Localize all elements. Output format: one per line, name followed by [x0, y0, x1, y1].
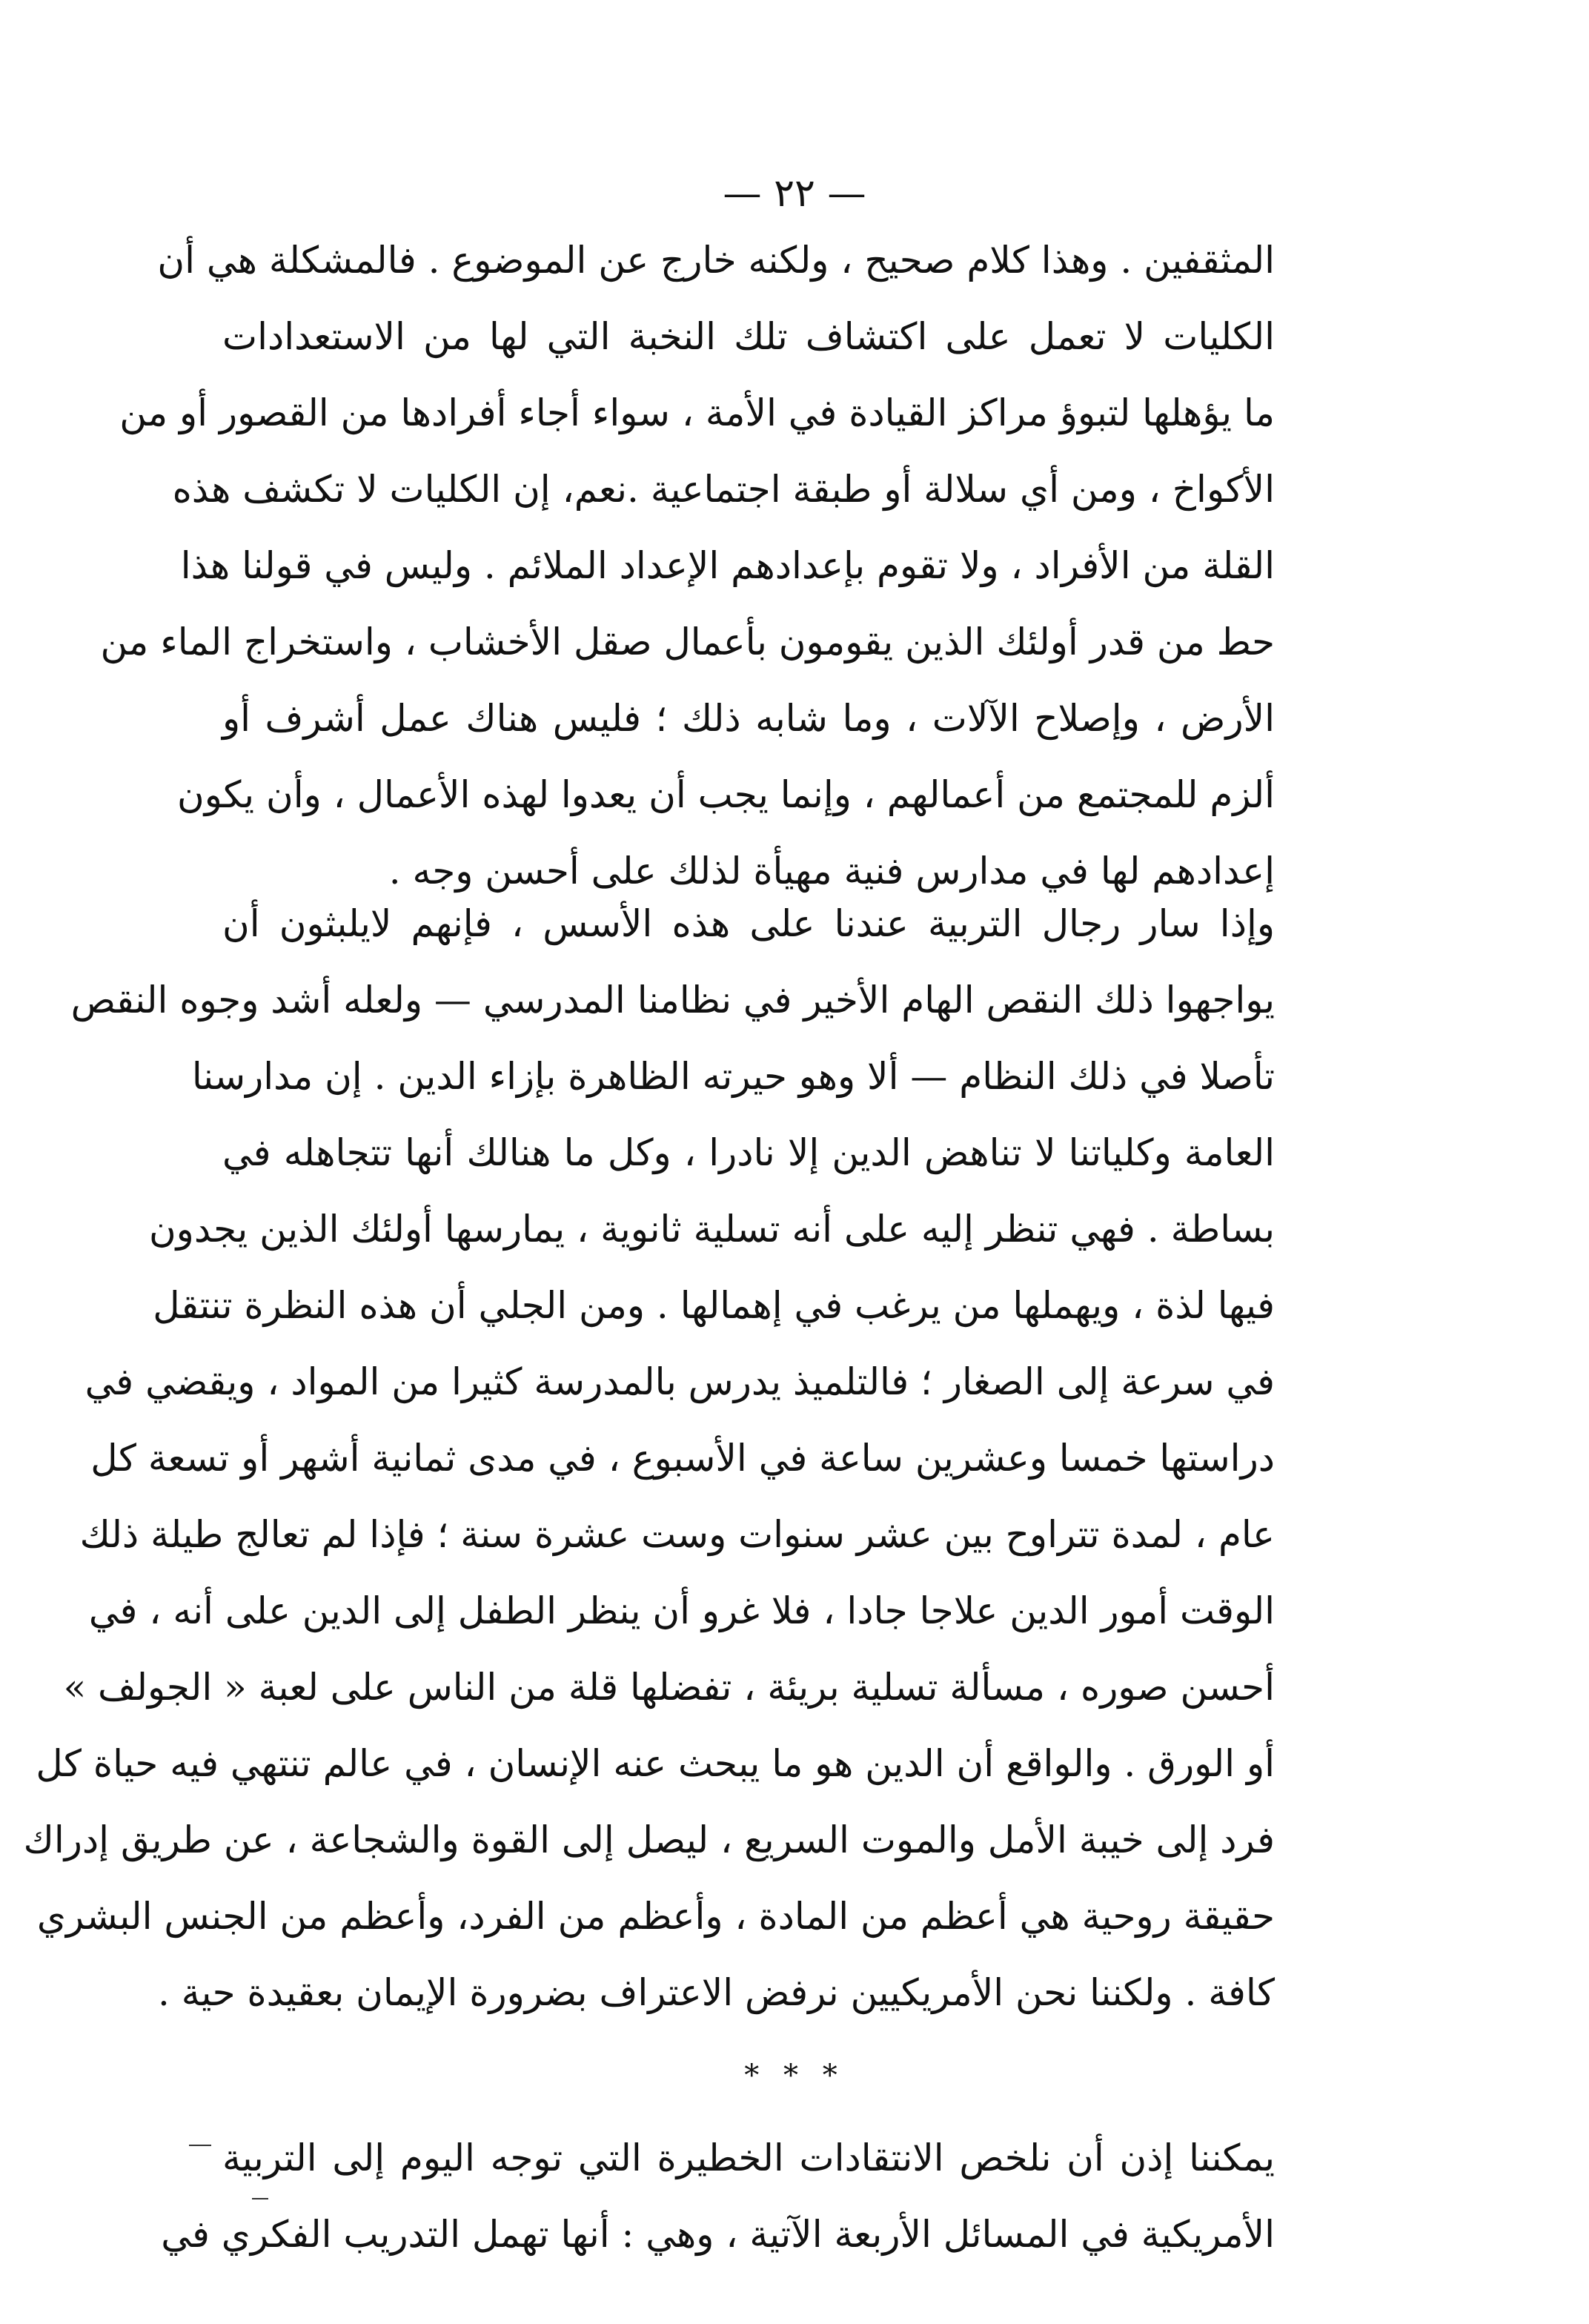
text-line: إعدادهم لها في مدارس فنية مهيأة لذلك على أحسن وجه . — [388, 850, 1275, 893]
text-line: وإذا سار رجال التربية عندنا على هذه الأسس ، فإنهم لايلبثون أن — [222, 902, 1275, 945]
text-line: بساطة . فهي تنظر إليه على أنه تسلية ثانوية ، يمارسها أولئك الذين يجدون — [148, 1208, 1275, 1251]
text-line: الوقت أمور الدين علاجا جادا ، فلا غرو أن ينظر الطفل إلى الدين على أنه ، في — [88, 1589, 1275, 1632]
paragraph-2 — [23, 886, 1275, 2031]
text-line: المثقفين . وهذا كلام صحيح ، ولكنه خارج عن الموضوع . فالمشكلة هي أن — [157, 239, 1275, 282]
text-line: الكليات لا تعمل على اكتشاف تلك النخبة التي لها من الاستعدادات — [222, 315, 1275, 358]
text-line: حط من قدر أولئك الذين يقومون بأعمال صقل الأخشاب ، واستخراج الماء من — [100, 620, 1275, 663]
text-line: يمكننا إذن أن نلخص الانتقادات الخطيرة التي توجه اليوم إلى التربية — [222, 2136, 1275, 2179]
text-line: حقيقة روحية هي أعظم من المادة ، وأعظم من الفرد، وأعظم من الجنس البشري — [36, 1895, 1275, 1938]
text-line: الأرض ، وإصلاح الآلات ، وما شابه ذلك ؛ فليس هناك عمل أشرف أو — [222, 697, 1275, 740]
scan-artifact-mark — [189, 2145, 211, 2146]
text-line: كافة . ولكننا نحن الأمريكيين نرفض الاعتراف بضرورة الإيمان بعقيدة حية . — [157, 1971, 1275, 2014]
text-line: العامة وكلياتنا لا تناهض الدين إلا نادرا ، وكل ما هنالك أنها تتجاهله في — [222, 1131, 1275, 1174]
text-line: أو الورق . والواقع أن الدين هو ما يبحث عنه الإنسان ، في عالم تنتهي فيه حياة كل — [36, 1742, 1275, 1785]
text-line: الأمريكية في المسائل الأربعة الآتية ، وهي : أنها تهمل التدريب الفكري في — [161, 2213, 1275, 2256]
text-line: القلة من الأفراد ، ولا تقوم بإعدادهم الإعداد الملائم . وليس في قولنا هذا — [180, 544, 1275, 587]
text-line: ألزم للمجتمع من أعمالهم ، وإنما يجب أن يعدوا لهذه الأعمال ، وأن يكون — [177, 773, 1275, 816]
text-line: في سرعة إلى الصغار ؛ فالتلميذ يدرس بالمدرسة كثيرا من المواد ، ويقضي في — [84, 1360, 1275, 1403]
text-line: دراستها خمسا وعشرين ساعة في الأسبوع ، في مدى ثمانية أشهر أو تسعة كل — [90, 1437, 1275, 1480]
page-number: — ٢٢ — — [723, 171, 866, 216]
scan-artifact-mark — [252, 2198, 268, 2199]
text-line: تأصلا في ذلك النظام — ألا وهو حيرته الظاهرة بإزاء الدين . إن مدارسنا — [191, 1055, 1275, 1098]
text-line: يواجهوا ذلك النقص الهام الأخير في نظامنا المدرسي — ولعله أشد وجوه النقص — [70, 979, 1275, 1022]
text-line: ما يؤهلها لتبوؤ مراكز القيادة في الأمة ، سواء أجاء أفرادها من القصور أو من — [119, 391, 1275, 434]
text-line: الأكواخ ، ومن أي سلالة أو طبقة اجتماعية .نعم، إن الكليات لا تكشف هذه — [172, 468, 1275, 511]
text-line: عام ، لمدة تتراوح بين عشر سنوات وست عشرة سنة ؛ فإذا لم تعالج طيلة ذلك — [79, 1513, 1275, 1556]
text-line: فيها لذة ، ويهملها من يرغب في إهمالها . ومن الجلي أن هذه النظرة تنتقل — [153, 1284, 1275, 1327]
section-separator: * * * — [744, 2059, 845, 2093]
text-line: أحسن صوره ، مسألة تسلية بريئة ، تفضلها قلة من الناس على لعبة « الجولف » — [63, 1666, 1275, 1709]
paragraph-3 — [161, 2120, 1275, 2273]
text-line: فرد إلى خيبة الأمل والموت السريع ، ليصل إلى القوة والشجاعة ، عن طريق إدراك — [23, 1818, 1275, 1861]
paragraph-1 — [100, 222, 1275, 910]
